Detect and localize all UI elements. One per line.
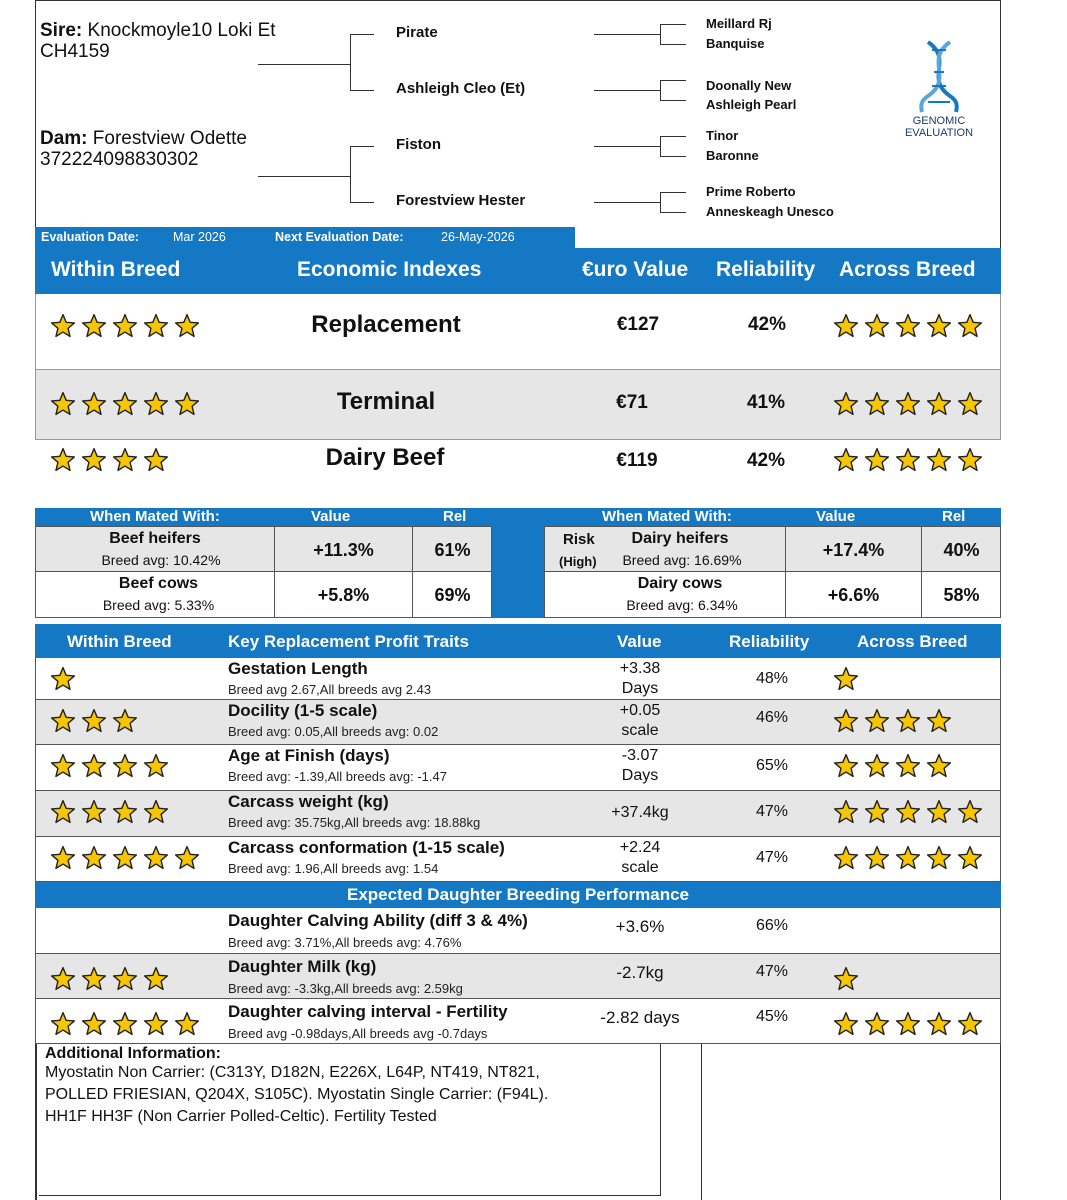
star-icon (864, 799, 890, 825)
mated-rel: 69% (412, 572, 492, 617)
mated-left-h1: When Mated With: (90, 508, 220, 525)
trait-value-unit: scale (621, 722, 659, 739)
star-icon (50, 1011, 76, 1037)
mated-rel: 61% (412, 527, 492, 571)
star-icon (112, 966, 138, 992)
star-icon (833, 799, 859, 825)
star-icon (81, 753, 107, 779)
star-icon (174, 1011, 200, 1037)
mated-avg: Breed avg: 5.33% (102, 597, 215, 613)
trait-reliability: 65% (755, 757, 789, 774)
star-icon (895, 1011, 921, 1037)
traits-hdr-across: Across Breed (857, 632, 968, 651)
star-icon (174, 845, 200, 871)
eval-date: Mar 2026 (173, 230, 226, 244)
star-icon (833, 666, 859, 692)
trait-value-number: +0.05 (619, 702, 661, 719)
gg-3: Ashleigh Pearl (706, 97, 797, 112)
index-name: Dairy Beef (325, 444, 445, 471)
star-icon (864, 845, 890, 871)
star-icon (957, 799, 983, 825)
trait-reliability: 47% (755, 849, 789, 866)
star-icon (957, 313, 983, 339)
star-icon (926, 447, 952, 473)
daughter-breed-avg: Breed avg -0.98days,All breeds avg -0.7days (228, 1026, 488, 1041)
mated-left-h2: Value (311, 508, 351, 525)
star-icon (81, 313, 107, 339)
mated-right-h2: Value (816, 508, 856, 525)
mated-name: Dairy heifers (631, 530, 729, 547)
trait-reliability: 46% (755, 709, 789, 726)
tree-line (350, 34, 374, 35)
trait-value-number: -3.07 (621, 747, 659, 764)
trait-reliability: 48% (755, 670, 789, 687)
daughter-trait-name: Daughter Calving Ability (diff 3 & 4%) (228, 911, 528, 930)
tree-line (660, 44, 686, 45)
mated-row (544, 572, 1001, 618)
tree-line (660, 100, 686, 101)
traits-header (35, 624, 1001, 658)
sire-sire: Pirate (396, 24, 438, 41)
daughter-value: +3.6% (615, 917, 665, 936)
tree-line (594, 34, 660, 35)
star-icon (81, 447, 107, 473)
mated-row (544, 526, 1001, 572)
star-icon (143, 966, 169, 992)
mated-value: +6.6% (785, 572, 921, 617)
index-value: €119 (616, 450, 658, 471)
mated-name: Beef cows (118, 575, 199, 592)
trait-name: Age at Finish (days) (228, 746, 390, 765)
tree-line (350, 202, 374, 203)
gg-0: Meillard Rj (706, 16, 772, 31)
star-icon (895, 391, 921, 417)
trait-value (580, 803, 700, 823)
mated-left-header (35, 508, 492, 526)
star-icon (50, 753, 76, 779)
trait-name: Carcass conformation (1-15 scale) (228, 838, 505, 857)
index-rel: 42% (746, 450, 786, 471)
star-icon (926, 708, 952, 734)
hdr-across-breed: Across Breed (839, 258, 976, 281)
dam-block (40, 128, 247, 170)
mated-rel: 58% (921, 572, 1001, 617)
star-icon (50, 845, 76, 871)
trait-breed-avg: Breed avg: 1.96,All breeds avg: 1.54 (228, 861, 439, 876)
star-icon (833, 391, 859, 417)
trait-value (580, 838, 700, 878)
star-icon (112, 1011, 138, 1037)
additional-line: Myostatin Non Carrier: (C313Y, D182N, E226X, L64P, NT419, NT821, (45, 1064, 540, 1081)
daughter-breed-avg: Breed avg: -3.3kg,All breeds avg: 2.59kg (228, 981, 463, 996)
daughter-value: -2.82 days (600, 1008, 680, 1027)
mated-value: +11.3% (274, 527, 412, 571)
index-value: €71 (616, 392, 648, 413)
star-icon (81, 966, 107, 992)
tree-line (660, 212, 686, 213)
star-icon (833, 313, 859, 339)
sire-name: Knockmoyle10 Loki Et (87, 20, 276, 41)
star-icon (926, 313, 952, 339)
additional-title: Additional Information: (45, 1045, 221, 1062)
tree-line (660, 156, 686, 157)
tree-line (350, 146, 351, 202)
star-icon (895, 753, 921, 779)
trait-reliability: 47% (755, 803, 789, 820)
traits-hdr-key: Key Replacement Profit Traits (228, 632, 469, 651)
star-icon (112, 447, 138, 473)
sire-label: Sire: (40, 20, 83, 41)
traits-hdr-reliability: Reliability (729, 632, 810, 651)
risk-label: Risk (563, 531, 595, 548)
hdr-euro-value: €uro Value (582, 258, 689, 281)
tree-line (258, 176, 350, 177)
daughter-reliability: 66% (755, 917, 789, 934)
tree-line (258, 64, 350, 65)
star-icon (895, 313, 921, 339)
star-icon (864, 391, 890, 417)
page-left-border (35, 1044, 37, 1200)
star-icon (81, 708, 107, 734)
tree-line (660, 192, 661, 212)
mated-row (35, 526, 492, 572)
trait-value-number: +2.24 (619, 839, 661, 856)
daughter-reliability: 47% (755, 963, 789, 980)
trait-breed-avg: Breed avg: 0.05,All breeds avg: 0.02 (228, 724, 439, 739)
star-icon (174, 391, 200, 417)
star-icon (926, 753, 952, 779)
index-name: Terminal (336, 388, 436, 415)
gg-6: Prime Roberto (706, 184, 796, 199)
star-icon (957, 391, 983, 417)
mated-name: Dairy cows (637, 575, 723, 592)
index-rel: 41% (746, 392, 786, 413)
star-icon (143, 845, 169, 871)
eval-date-label: Evaluation Date: (41, 230, 139, 244)
tree-line (660, 136, 661, 156)
trait-value-unit: scale (621, 859, 659, 876)
gg-5: Baronne (706, 148, 759, 163)
risk-level: (High) (559, 554, 597, 569)
star-icon (926, 799, 952, 825)
star-icon (143, 313, 169, 339)
index-value: €127 (616, 314, 660, 335)
star-icon (895, 708, 921, 734)
trait-value (580, 659, 700, 699)
additional-line: HH1F HH3F (Non Carrier Polled-Celtic). Fertility Tested (45, 1108, 437, 1125)
star-icon (143, 447, 169, 473)
genomic-logo (898, 38, 980, 138)
mated-avg: Breed avg: 16.69% (622, 552, 742, 568)
tree-line (594, 202, 660, 203)
trait-breed-avg: Breed avg 2.67,All breeds avg 2.43 (228, 682, 432, 697)
tree-line (660, 80, 661, 100)
index-name: Replacement (311, 311, 461, 338)
dam-id: 372224098830302 (40, 149, 199, 170)
mated-divider (492, 508, 544, 618)
star-icon (864, 1011, 890, 1037)
tree-line (350, 34, 351, 90)
daughter-value: -2.7kg (616, 963, 664, 982)
star-icon (112, 313, 138, 339)
star-icon (50, 447, 76, 473)
star-icon (81, 1011, 107, 1037)
trait-breed-avg: Breed avg: 35.75kg,All breeds avg: 18.88kg (228, 815, 481, 830)
star-icon (895, 799, 921, 825)
tree-line (660, 192, 686, 193)
trait-value-number: +3.38 (619, 660, 661, 677)
hdr-economic-indexes: Economic Indexes (297, 258, 482, 281)
mated-name: Beef heifers (109, 530, 201, 547)
star-icon (833, 753, 859, 779)
star-icon (143, 799, 169, 825)
mated-right-h1: When Mated With: (602, 508, 732, 525)
logo-line2: EVALUATION (904, 127, 974, 139)
traits-hdr-value: Value (617, 632, 662, 651)
sire-id: CH4159 (40, 41, 110, 62)
star-icon (143, 391, 169, 417)
daughter-header: Expected Daughter Breeding Performance (35, 882, 1001, 908)
sire-block (40, 20, 276, 62)
mated-rel: 40% (921, 527, 1001, 571)
star-icon (143, 1011, 169, 1037)
trait-breed-avg: Breed avg: -1.39,All breeds avg: -1.47 (228, 769, 447, 784)
star-icon (50, 799, 76, 825)
star-icon (926, 845, 952, 871)
star-icon (81, 845, 107, 871)
dam-label: Dam: (40, 128, 88, 149)
trait-name: Gestation Length (228, 659, 368, 678)
star-icon (864, 708, 890, 734)
sire-dam: Ashleigh Cleo (Et) (396, 80, 526, 97)
mated-value: +5.8% (274, 572, 412, 617)
tree-line (594, 90, 660, 91)
tree-line (660, 80, 686, 81)
tree-line (660, 136, 686, 137)
star-icon (833, 1011, 859, 1037)
star-icon (50, 708, 76, 734)
star-icon (833, 845, 859, 871)
trait-value (580, 746, 700, 786)
hdr-reliability: Reliability (716, 258, 816, 281)
next-eval-date: 26-May-2026 (441, 230, 515, 244)
star-icon (112, 753, 138, 779)
star-icon (50, 391, 76, 417)
mated-right-header (544, 508, 1001, 526)
mated-avg: Breed avg: 10.42% (101, 552, 221, 568)
star-icon (50, 313, 76, 339)
star-icon (112, 391, 138, 417)
tree-line (660, 24, 686, 25)
indexes-header (35, 248, 1001, 294)
star-icon (112, 799, 138, 825)
star-icon (895, 447, 921, 473)
mated-row (35, 572, 492, 618)
star-icon (864, 753, 890, 779)
mated-value: +17.4% (785, 527, 921, 571)
dam-dam: Forestview Hester (396, 192, 526, 209)
star-icon (864, 447, 890, 473)
traits-hdr-within: Within Breed (67, 632, 172, 651)
daughter-trait-name: Daughter Milk (kg) (228, 957, 377, 976)
trait-name: Docility (1-5 scale) (228, 701, 378, 720)
notes-box (701, 1044, 1001, 1200)
gg-4: Tinor (706, 128, 739, 143)
additional-line: POLLED FRIESIAN, Q204X, S105C). Myostatin Single Carrier: (F94L). (45, 1086, 549, 1103)
mated-right-h3: Rel (942, 508, 966, 525)
gg-2: Doonally New (706, 78, 792, 93)
trait-value (580, 701, 700, 741)
additional-info-box (39, 1044, 661, 1196)
star-icon (112, 845, 138, 871)
star-icon (957, 447, 983, 473)
star-icon (833, 708, 859, 734)
daughter-breed-avg: Breed avg: 3.71%,All breeds avg: 4.76% (228, 935, 462, 950)
star-icon (143, 753, 169, 779)
star-icon (833, 966, 859, 992)
star-icon (50, 666, 76, 692)
dam-name: Forestview Odette (92, 128, 247, 149)
tree-line (594, 146, 660, 147)
mated-avg: Breed avg: 6.34% (626, 597, 738, 613)
tree-line (350, 146, 374, 147)
star-icon (926, 1011, 952, 1037)
gg-1: Banquise (706, 36, 765, 51)
mated-left-h3: Rel (443, 508, 467, 525)
trait-value-unit: Days (621, 767, 659, 784)
star-icon (957, 1011, 983, 1037)
dna-icon (898, 38, 980, 114)
daughter-trait-name: Daughter calving interval - Fertility (228, 1002, 508, 1021)
star-icon (81, 391, 107, 417)
trait-value-number: +37.4kg (611, 804, 669, 821)
index-rel: 42% (747, 314, 787, 335)
hdr-within-breed: Within Breed (51, 258, 181, 281)
star-icon (957, 845, 983, 871)
star-icon (112, 708, 138, 734)
logo-line1: GENOMIC (912, 115, 966, 127)
star-icon (50, 966, 76, 992)
next-eval-label: Next Evaluation Date: (275, 230, 404, 244)
gg-7: Anneskeagh Unesco (706, 204, 834, 219)
tree-line (660, 24, 661, 44)
trait-value-unit: Days (621, 680, 659, 697)
star-icon (81, 799, 107, 825)
trait-name: Carcass weight (kg) (228, 792, 389, 811)
dam-sire: Fiston (396, 136, 441, 153)
tree-line (350, 90, 374, 91)
daughter-reliability: 45% (755, 1008, 789, 1025)
star-icon (864, 313, 890, 339)
evaluation-bar (35, 227, 575, 248)
star-icon (926, 391, 952, 417)
star-icon (174, 313, 200, 339)
star-icon (895, 845, 921, 871)
star-icon (833, 447, 859, 473)
